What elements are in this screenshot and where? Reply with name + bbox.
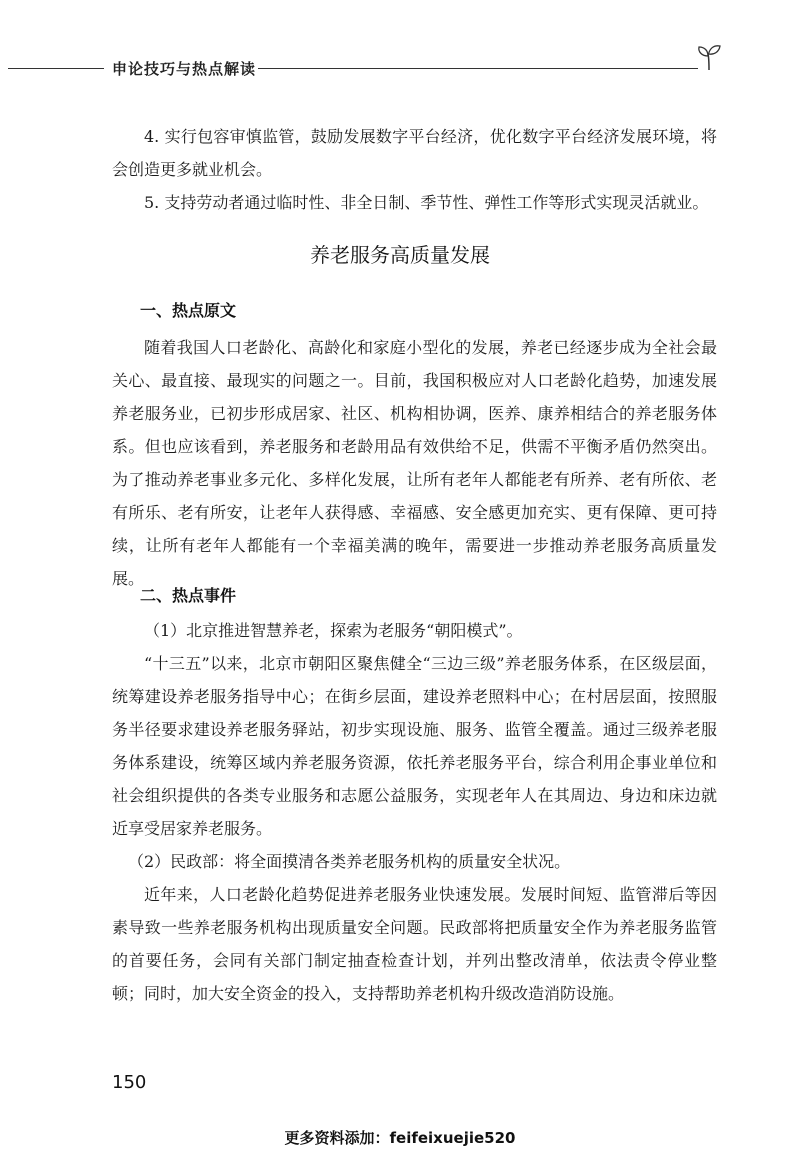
sprout-icon — [696, 42, 722, 72]
section-original-text-body: 随着我国人口老龄化、高龄化和家庭小型化的发展，养老已经逐步成为全社会最关心、最直接、最现实的问题之一。目前，我国积极应对人口老龄化趋势，加速发展养老服务业，已初步形成居家、社区、机构相协调，医养、康养相结合的养老服务体系。但也应该看到，养老服务和老龄用品有效供给不足，供需不平衡矛盾仍然突出。为了推动养老事业多元化、多样化发展，让所有老年人都能老有所养、老有所依、老有所乐、老有所安，让老年人获得感、幸福感、安全感更加充实、更有保障、更可持续，让所有老年人都能有一个幸福美满的晚年，需要进一步推动养老服务高质量发展。 — [112, 338, 717, 588]
header-rule-left — [8, 68, 104, 69]
running-header-title: 申论技巧与热点解读 — [112, 60, 257, 78]
event-2-title: （2）民政部：将全面摸清各类养老服务机构的质量安全状况。 — [128, 852, 571, 871]
section-heading-original-text: 一、热点原文 — [140, 301, 237, 320]
event-1-body: “十三五”以来，北京市朝阳区聚焦健全“三边三级”养老服务体系，在区级层面，统筹建设养老服务指导中心；在街乡层面，建设养老照料中心；在村居层面，按照服务半径要求建设养老服务驿站，初步实现设施、服务、监管全覆盖。通过三级养老服务体系建设，统筹区域内养老服务资源，依托养老服务平台，综合利用企事业单位和社会组织提供的各类专业服务和志愿公益服务，实现老年人在其周边、身边和床边就近享受居家养老服务。 — [112, 654, 717, 838]
section-heading-events: 二、热点事件 — [140, 586, 237, 605]
header-rule-right — [258, 68, 698, 69]
article-title: 养老服务高质量发展 — [310, 243, 490, 267]
intro-item-4: 4. 实行包容审慎监管，鼓励发展数字平台经济，优化数字平台经济发展环境，将会创造更多就业机会。 — [112, 127, 717, 179]
footer-contact-note: 更多资料添加：feifeixuejie520 — [284, 1129, 516, 1147]
intro-item-5: 5. 支持劳动者通过临时性、非全日制、季节性、弹性工作等形式实现灵活就业。 — [144, 193, 709, 212]
page-number: 150 — [112, 1072, 147, 1093]
event-1-title: （1）北京推进智慧养老，探索为老服务“朝阳模式”。 — [144, 621, 523, 640]
event-2-body: 近年来，人口老龄化趋势促进养老服务业快速发展。发展时间短、监管滞后等因素导致一些养老服务机构出现质量安全问题。民政部将把质量安全作为养老服务监管的首要任务，会同有关部门制定抽查检查计划，并列出整改清单，依法责令停业整顿；同时，加大安全资金的投入，支持帮助养老机构升级改造消防设施。 — [112, 885, 717, 1003]
